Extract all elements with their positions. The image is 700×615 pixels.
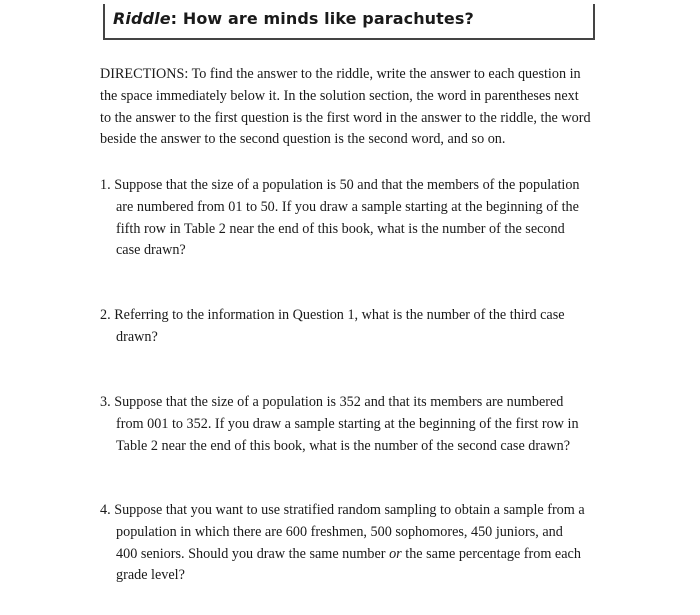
directions-line: to the answer to the first question is the first word in the answer to the riddle, the word — [100, 109, 591, 126]
question-line: fifth row in Table 2 near the end of this book, what is the number of the second — [116, 220, 565, 237]
question-4 — [100, 500, 620, 587]
question-2 — [100, 305, 620, 349]
directions-line: DIRECTIONS: To find the answer to the riddle, write the answer to each question in — [100, 66, 581, 82]
question-line: population in which there are 600 freshmen, 500 sophomores, 450 juniors, and — [116, 523, 563, 540]
question-line: 2. Referring to the information in Question 1, what is the number of the third case — [100, 307, 565, 323]
riddle-question: How are minds like parachutes? — [182, 9, 474, 28]
question-line: case drawn? — [116, 242, 186, 259]
question-line: 3. Suppose that the size of a population is 352 and that its members are numbered — [100, 394, 564, 410]
emphasis-or: or — [389, 545, 402, 562]
question-text: the same percentage from each — [401, 545, 581, 562]
riddle-title: Riddle: How are minds like parachutes? — [113, 9, 474, 28]
question-line: drawn? — [116, 328, 158, 345]
directions-line: the space immediately below it. In the solution section, the word in parentheses next — [100, 87, 579, 104]
directions-line: beside the answer to the second question is the second word, and so on. — [100, 131, 506, 148]
question-line: are numbered from 01 to 50. If you draw a sample starting at the beginning of the — [116, 198, 579, 215]
question-text: 400 seniors. Should you draw the same number — [116, 545, 390, 562]
question-line: Table 2 near the end of this book, what is the number of the second case drawn? — [116, 437, 571, 454]
question-line: grade level? — [116, 567, 185, 584]
question-3 — [100, 392, 620, 457]
riddle-label: Riddle — [113, 9, 171, 28]
question-line: from 001 to 352. If you draw a sample starting at the beginning of the first row in — [116, 415, 579, 432]
directions-paragraph — [100, 64, 620, 151]
riddle-title-box — [103, 4, 595, 40]
question-line — [100, 544, 620, 566]
question-1 — [100, 175, 620, 262]
question-line: 1. Suppose that the size of a population is 50 and that the members of the population — [100, 177, 580, 193]
question-line: 4. Suppose that you want to use stratified random sampling to obtain a sample from a — [100, 502, 585, 518]
